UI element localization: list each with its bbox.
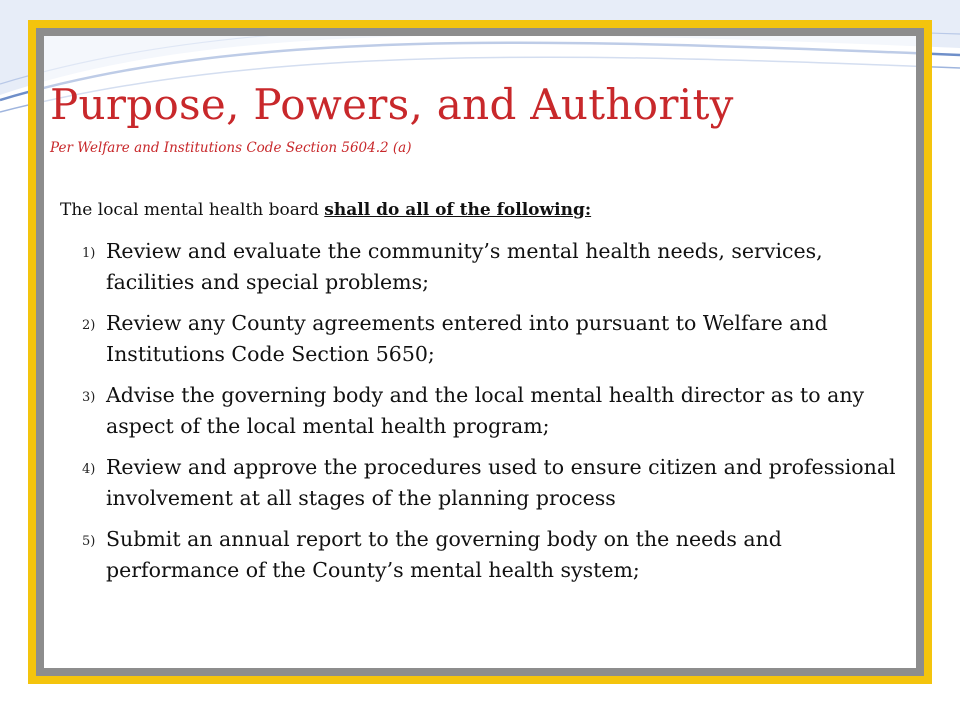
intro-emphasis: shall do all of the following:	[324, 200, 592, 220]
intro-line	[60, 200, 591, 220]
item-number: 5)	[82, 534, 96, 549]
slide-title: Purpose, Powers, and Authority	[50, 80, 734, 129]
list-item	[82, 524, 912, 586]
slide-subtitle: Per Welfare and Institutions Code Section 5604.2 (a)	[50, 140, 412, 156]
item-number: 4)	[82, 462, 96, 477]
duties-list	[82, 236, 912, 596]
list-item	[82, 380, 912, 442]
item-text: Review any County agreements entered into pursuant to Welfare and Institutions Code Section 5650;	[106, 311, 828, 366]
item-text: Review and evaluate the community’s mental health needs, services, facilities and special problems;	[106, 239, 823, 294]
slide-content	[44, 36, 916, 668]
item-number: 1)	[82, 246, 96, 261]
item-text: Submit an annual report to the governing body on the needs and performance of the County’s mental health system;	[106, 527, 782, 582]
item-number: 3)	[82, 390, 96, 405]
list-item	[82, 452, 912, 514]
intro-text: The local mental health board	[60, 200, 325, 220]
list-item	[82, 236, 912, 298]
item-text: Advise the governing body and the local mental health director as to any aspect of the local mental health program;	[106, 383, 865, 438]
list-item	[82, 308, 912, 370]
item-text: Review and approve the procedures used to ensure citizen and professional involvement at all stages of the planning process	[106, 455, 896, 510]
item-number: 2)	[82, 318, 96, 333]
